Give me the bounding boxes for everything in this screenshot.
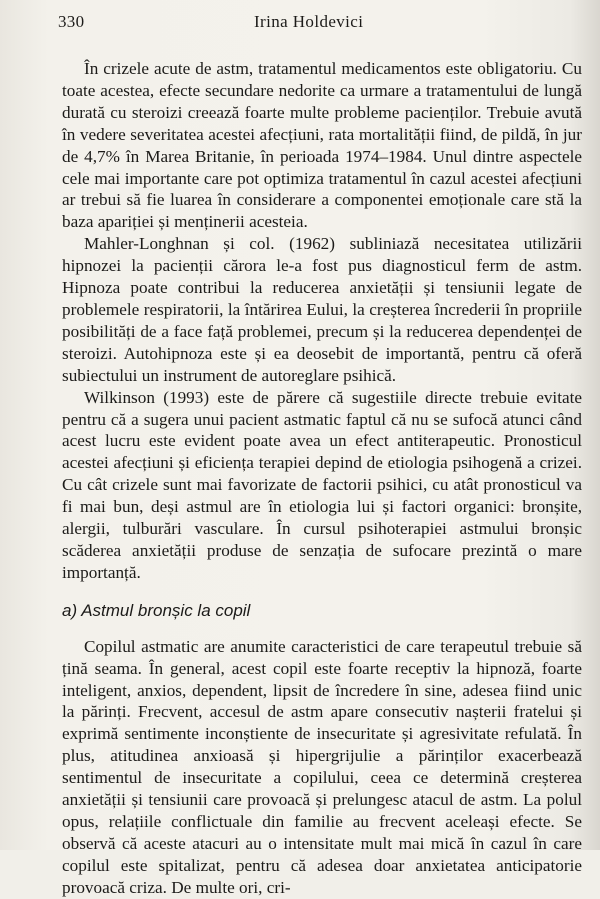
body-paragraph: Wilkinson (1993) este de părere că sugestiile directe trebuie evitate pentru că a sugera unui pacient astmatic faptul că nu se sufocă atunci când acest lucru este evident poate avea un efect antiterapeutic. Pronosticul acestei afecțiuni și eficiența terapiei depind de etiologia psihogenă a crizei. Cu cât crizele sunt mai favorizate de factorii psihici, cu atât pronosticul va fi mai bun, deși astmul are în etiologia lui și factori organici: bronșite, alergii, tulburări vasculare. În cursul psihoterapiei astmului bronșic scăderea anxietății produse de senzația de sufocare prezintă o mare importanță. [62,387,582,582]
body-paragraph: În crizele acute de astm, tratamentul medicamentos este obligatoriu. Cu toate acestea, efecte secundare nedorite ca urmare a tratamentului de lungă durată cu steroizi creează foarte multe probleme pacienților. Trebuie avută în vedere severitatea acestei afecțiuni, rata mortalității fiind, de pildă, în jur de 4,7% în Marea Britanie, în perioada 1974–1984. Unul dintre aspectele cele mai importante care pot optimiza tratamentul în cazul acestei afecțiuni ar trebui să fie luarea în considerare a componentei emoționale care stă la baza apariției și menținerii acesteia. [62,59,582,232]
running-head-author: Irina Holdevici [254,12,364,31]
body-paragraph: Copilul astmatic are anumite caracteristici de care terapeutul trebuie să țină seama. În general, acest copil este foarte receptiv la hipnoză, foarte inteligent, anxios, dependent, lipsit de încredere în sine, adesea fiind unic la părinți. Frecvent, accesul de astm apare consecutiv nașterii fratelui și exprimă sentimente inconștiente de insecuritate și agresivitate refulată. În plus, atitudinea anxioasă și hipergrijulie a părinților exacerbează sentimentul de insecuritate a copilului, ceea ce determină creșterea anxietății și tensiunii care provoacă și prelungesc atacul de astm. La polul opus, relațiile conflictuale din familie au frecvent aceleași efecte. Se observă că aceste atacuri au o intensitate mult mai mică în cazul în care copilul este spitalizat, pentru că adesea doar anxietatea anticipatorie provoacă criza. De multe ori, cri- [62,636,582,897]
page-body [62,58,582,899]
page-number: 330 [58,12,85,31]
section-heading: a) Astmul bronșic la copil [62,600,251,620]
body-paragraph: Mahler-Longhnan și col. (1962) subliniază necesitatea utilizării hipnozei la pacienții cărora le-a fost pus diagnosticul ferm de astm. Hipnoza poate contribui la reducerea anxietății și tensiunii legate de problemele respiratorii, la întărirea Eului, la creșterea încrederii în propriile posibilități de a face față problemei, precum și la reducerea dependenței de steroizi. Autohipnoza este și ea deosebit de importantă, pentru că oferă subiectului un instrument de autoreglare psihică. [62,234,582,385]
page-header [58,12,560,36]
